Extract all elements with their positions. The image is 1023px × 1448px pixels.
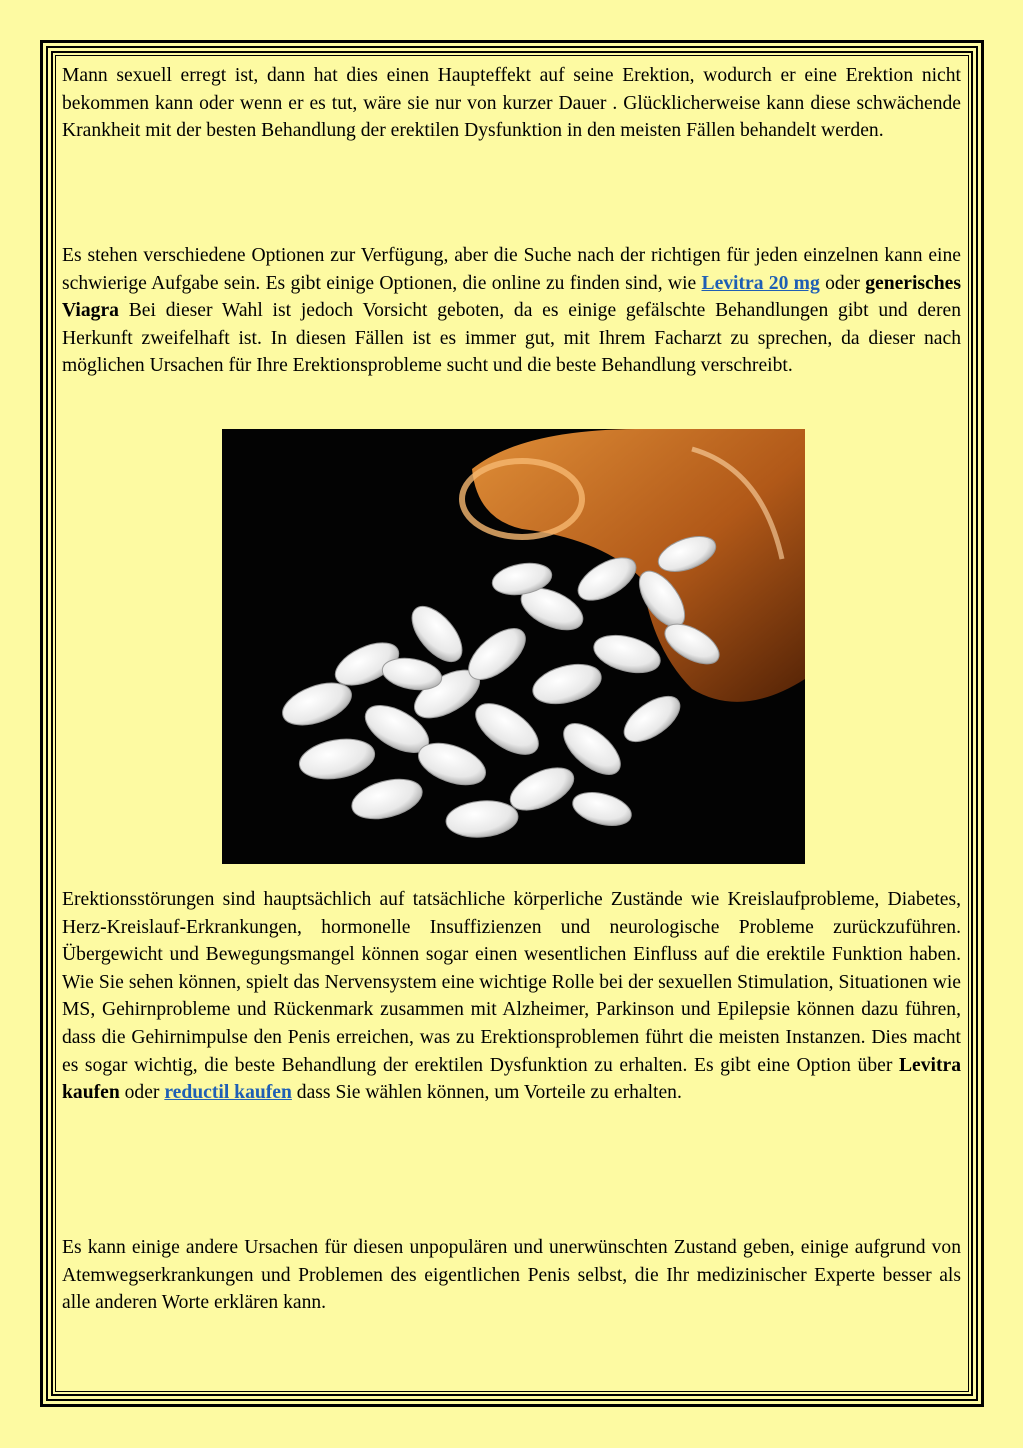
paragraph-2 (62, 242, 961, 380)
paragraph-2-text-b: oder (819, 272, 866, 294)
paragraph-3-text-b: oder (119, 1082, 165, 1104)
paragraph-3 (62, 886, 961, 1107)
pills-photo (222, 429, 805, 864)
paragraph-4: Es kann einige andere Ursachen für diesen unpopulären und unerwünschten Zustand geben, einige aufgrund von Atemwegserkrankungen und Problemen des eigentlichen Penis selbst, die Ihr medizinischer Experte besser als alle anderen Worte erklären kann. (62, 1237, 961, 1314)
paragraph-1: Mann sexuell erregt ist, dann hat dies einen Haupteffekt auf seine Erektion, wodurch er eine Erektion nicht bekommen kann oder wenn er es tut, wäre sie nur von kurzer Dauer . Glücklicherweise kann diese schwächende Krankheit mit der besten Behandlung der erektilen Dysfunktion in den meisten Fällen behandelt werden. (62, 65, 961, 142)
paragraph-3-text-a: Erektionsstörungen sind hauptsächlich auf tatsächliche körperliche Zustände wie Kreislaufprobleme, Diabetes, Herz-Kreislauf-Erkrankungen, hormonelle Insuffizienzen und neurologische Probleme zurückzuführen. Übergewicht und Bewegungsmangel können sogar einen wesentlichen Einfluss auf die erektile Funktion haben. Wie Sie sehen können, spielt das Nervensystem eine wichtige Rolle bei der sexuellen Stimulation, Situationen wie MS, Gehirnprobleme und Rückenmark zusammen mit Alzheimer, Parkinson und Epilepsie können dazu führen, dass die Gehirnimpulse den Penis erreichen, was zu Erektionsproblemen führt die meisten Instanzen. Dies macht es sogar wichtig, die beste Behandlung der erektilen Dysfunktion zu erhalten. Es gibt eine Option über (62, 889, 961, 1076)
paragraph-2-text-c: Bei dieser Wahl ist jedoch Vorsicht geboten, da es einige gefälschte Behandlungen gibt und deren Herkunft zweifelhaft ist. In diesen Fällen ist es immer gut, mit Ihrem Facharzt zu sprechen, da dieser nach möglichen Ursachen für Ihre Erektionsprobleme sucht und die beste Behandlung verschreibt. (62, 300, 961, 377)
paragraph-2-text-a: Es stehen verschiedene Optionen zur Verfügung, aber die Suche nach der richtigen für jeden einzelnen kann eine schwierige Aufgabe sein. Es gibt einige Optionen, die online zu finden sind, wie (62, 245, 961, 294)
paragraph-3-text-c: dass Sie wählen können, um Vorteile zu erhalten. (291, 1082, 682, 1104)
generic-viagra-bold: generisches Viagra (62, 272, 961, 322)
pills-illustration (222, 429, 805, 864)
levitra-kaufen-bold: Levitra kaufen (62, 1054, 961, 1104)
levitra-20mg-link[interactable]: Levitra 20 mg (701, 272, 820, 294)
reductil-kaufen-link[interactable]: reductil kaufen (164, 1082, 292, 1104)
